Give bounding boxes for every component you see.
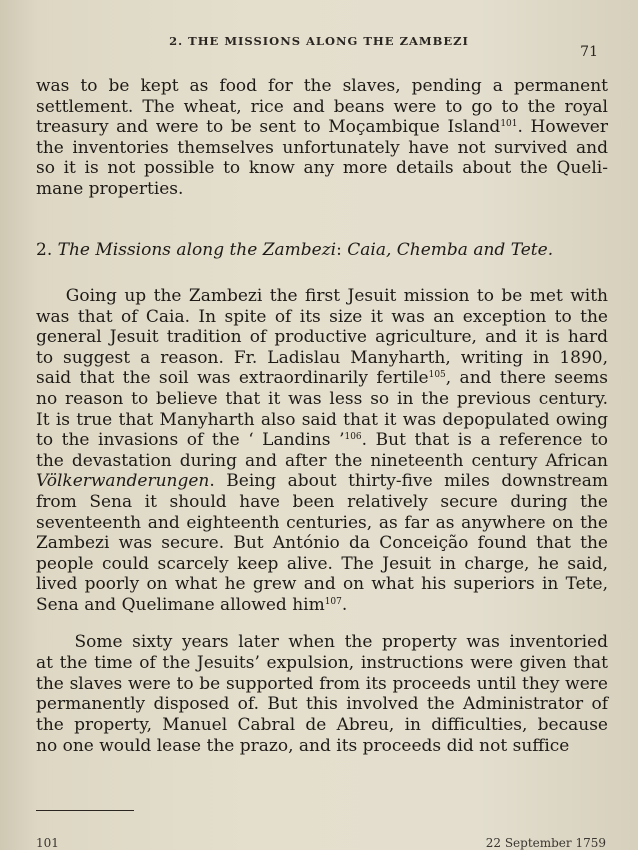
line-text: so it is not possible to know any more details about the Queli- bbox=[36, 158, 608, 178]
text-line bbox=[36, 76, 608, 96]
text-line bbox=[36, 451, 608, 471]
line-text: from Sena it should have been relatively secure during the bbox=[36, 492, 608, 512]
text-line bbox=[36, 554, 608, 574]
text-line bbox=[36, 574, 608, 594]
line-text: general Jesuit tradition of productive agriculture, and it is hard bbox=[36, 327, 608, 348]
section-title: The Missions along the Zambezi bbox=[57, 240, 337, 260]
line-text: settlement. The wheat, rice and beans were to go to the royal bbox=[36, 96, 608, 117]
text-line bbox=[36, 286, 608, 306]
line-text-after: . But that is a reference to bbox=[361, 430, 609, 451]
text-line bbox=[36, 736, 608, 756]
section-colon: : bbox=[336, 240, 342, 260]
footnote-date: 22 September 1759 bbox=[485, 836, 606, 850]
italic-term: Völkerwanderungen bbox=[36, 471, 210, 492]
text-line bbox=[36, 410, 608, 430]
line-text-after: , and there seems bbox=[445, 368, 608, 389]
running-head: 2. THE MISSIONS ALONG THE ZAMBEZI bbox=[169, 34, 469, 48]
footnote-number: 101 bbox=[36, 836, 59, 850]
text-line bbox=[36, 97, 608, 117]
line-text: the inventories themselves unfortunately have not survived and bbox=[36, 137, 608, 158]
text-line bbox=[36, 471, 608, 491]
line-text: at the time of the Jesuits’ expulsion, instructions were given that bbox=[36, 652, 608, 673]
text-line bbox=[36, 368, 608, 388]
line-text: was to be kept as food for the slaves, pending a permanent bbox=[36, 76, 608, 96]
text-line bbox=[36, 595, 608, 615]
line-text: the slaves were to be supported from its proceeds until they were bbox=[36, 673, 608, 694]
line-text: seventeenth and eighteenth centuries, as far as anywhere on the bbox=[36, 512, 608, 533]
text-line bbox=[36, 632, 608, 652]
section-number: 2. bbox=[36, 240, 53, 260]
text-line bbox=[36, 492, 608, 512]
line-text: Going up the Zambezi the first Jesuit mission to be met with bbox=[36, 286, 608, 306]
footnote-rule bbox=[36, 810, 134, 811]
text-line bbox=[36, 674, 608, 694]
text-line bbox=[36, 513, 608, 533]
text-line bbox=[36, 179, 608, 199]
text-line bbox=[36, 158, 608, 178]
line-text: Zambezi was secure. But António da Conceição found that the bbox=[36, 533, 608, 554]
footnote-fragment bbox=[36, 836, 606, 850]
line-text-after: . However bbox=[517, 117, 608, 137]
line-text: It is true that Manyharth also said that it was depopulated owing bbox=[36, 409, 608, 430]
text-line bbox=[36, 533, 608, 553]
line-text: people could scarcely keep alive. The Jesuit in charge, he said, bbox=[36, 553, 608, 574]
footnote-marker: 101 bbox=[500, 119, 518, 129]
footnote-marker: 107 bbox=[324, 597, 342, 607]
text-line bbox=[36, 430, 608, 450]
line-text: Sena and Quelimane allowed him bbox=[36, 595, 325, 615]
page-number: 71 bbox=[580, 44, 598, 60]
text-line bbox=[36, 327, 608, 347]
line-text: the property, Manuel Cabral de Abreu, in difficulties, because bbox=[36, 715, 608, 736]
line-text: treasury and were to be sent to Moçambique Island bbox=[36, 117, 501, 137]
text-line bbox=[36, 389, 608, 409]
line-text: lived poorly on what he grew and on what his superiors in Tete, bbox=[36, 574, 608, 595]
line-text: mane properties. bbox=[36, 178, 184, 199]
text-line bbox=[36, 348, 608, 368]
line-text-after: . bbox=[341, 595, 348, 615]
footnote-marker: 106 bbox=[344, 432, 362, 443]
line-text: to suggest a reason. Fr. Ladislau Manyharth, writing in 1890, bbox=[36, 347, 608, 368]
line-text: the devastation during and after the nineteenth century African bbox=[36, 450, 608, 471]
line-text: Some sixty years later when the property was inventoried bbox=[36, 632, 608, 652]
line-text: said that the soil was extraordinarily fertile bbox=[36, 368, 429, 389]
text-line bbox=[36, 653, 608, 673]
line-text: . Being about thirty-five miles downstream bbox=[209, 471, 608, 492]
section-heading bbox=[36, 240, 553, 260]
line-text: permanently disposed of. But this involved the Administrator of bbox=[36, 694, 608, 715]
line-text: was that of Caia. In spite of its size it was an exception to the bbox=[36, 306, 608, 327]
text-line bbox=[36, 117, 608, 137]
text-line bbox=[36, 694, 608, 714]
line-text: no one would lease the prazo, and its proceeds did not suffice bbox=[36, 736, 570, 756]
text-line bbox=[36, 307, 608, 327]
line-text: no reason to believe that it was less so in the previous century. bbox=[36, 389, 608, 409]
footnote-marker: 105 bbox=[428, 370, 446, 381]
line-text: to the invasions of the ‘ Landins ’ bbox=[36, 430, 345, 451]
text-line bbox=[36, 138, 608, 158]
section-subtitle: Caia, Chemba and Tete. bbox=[347, 240, 554, 260]
text-line bbox=[36, 715, 608, 735]
